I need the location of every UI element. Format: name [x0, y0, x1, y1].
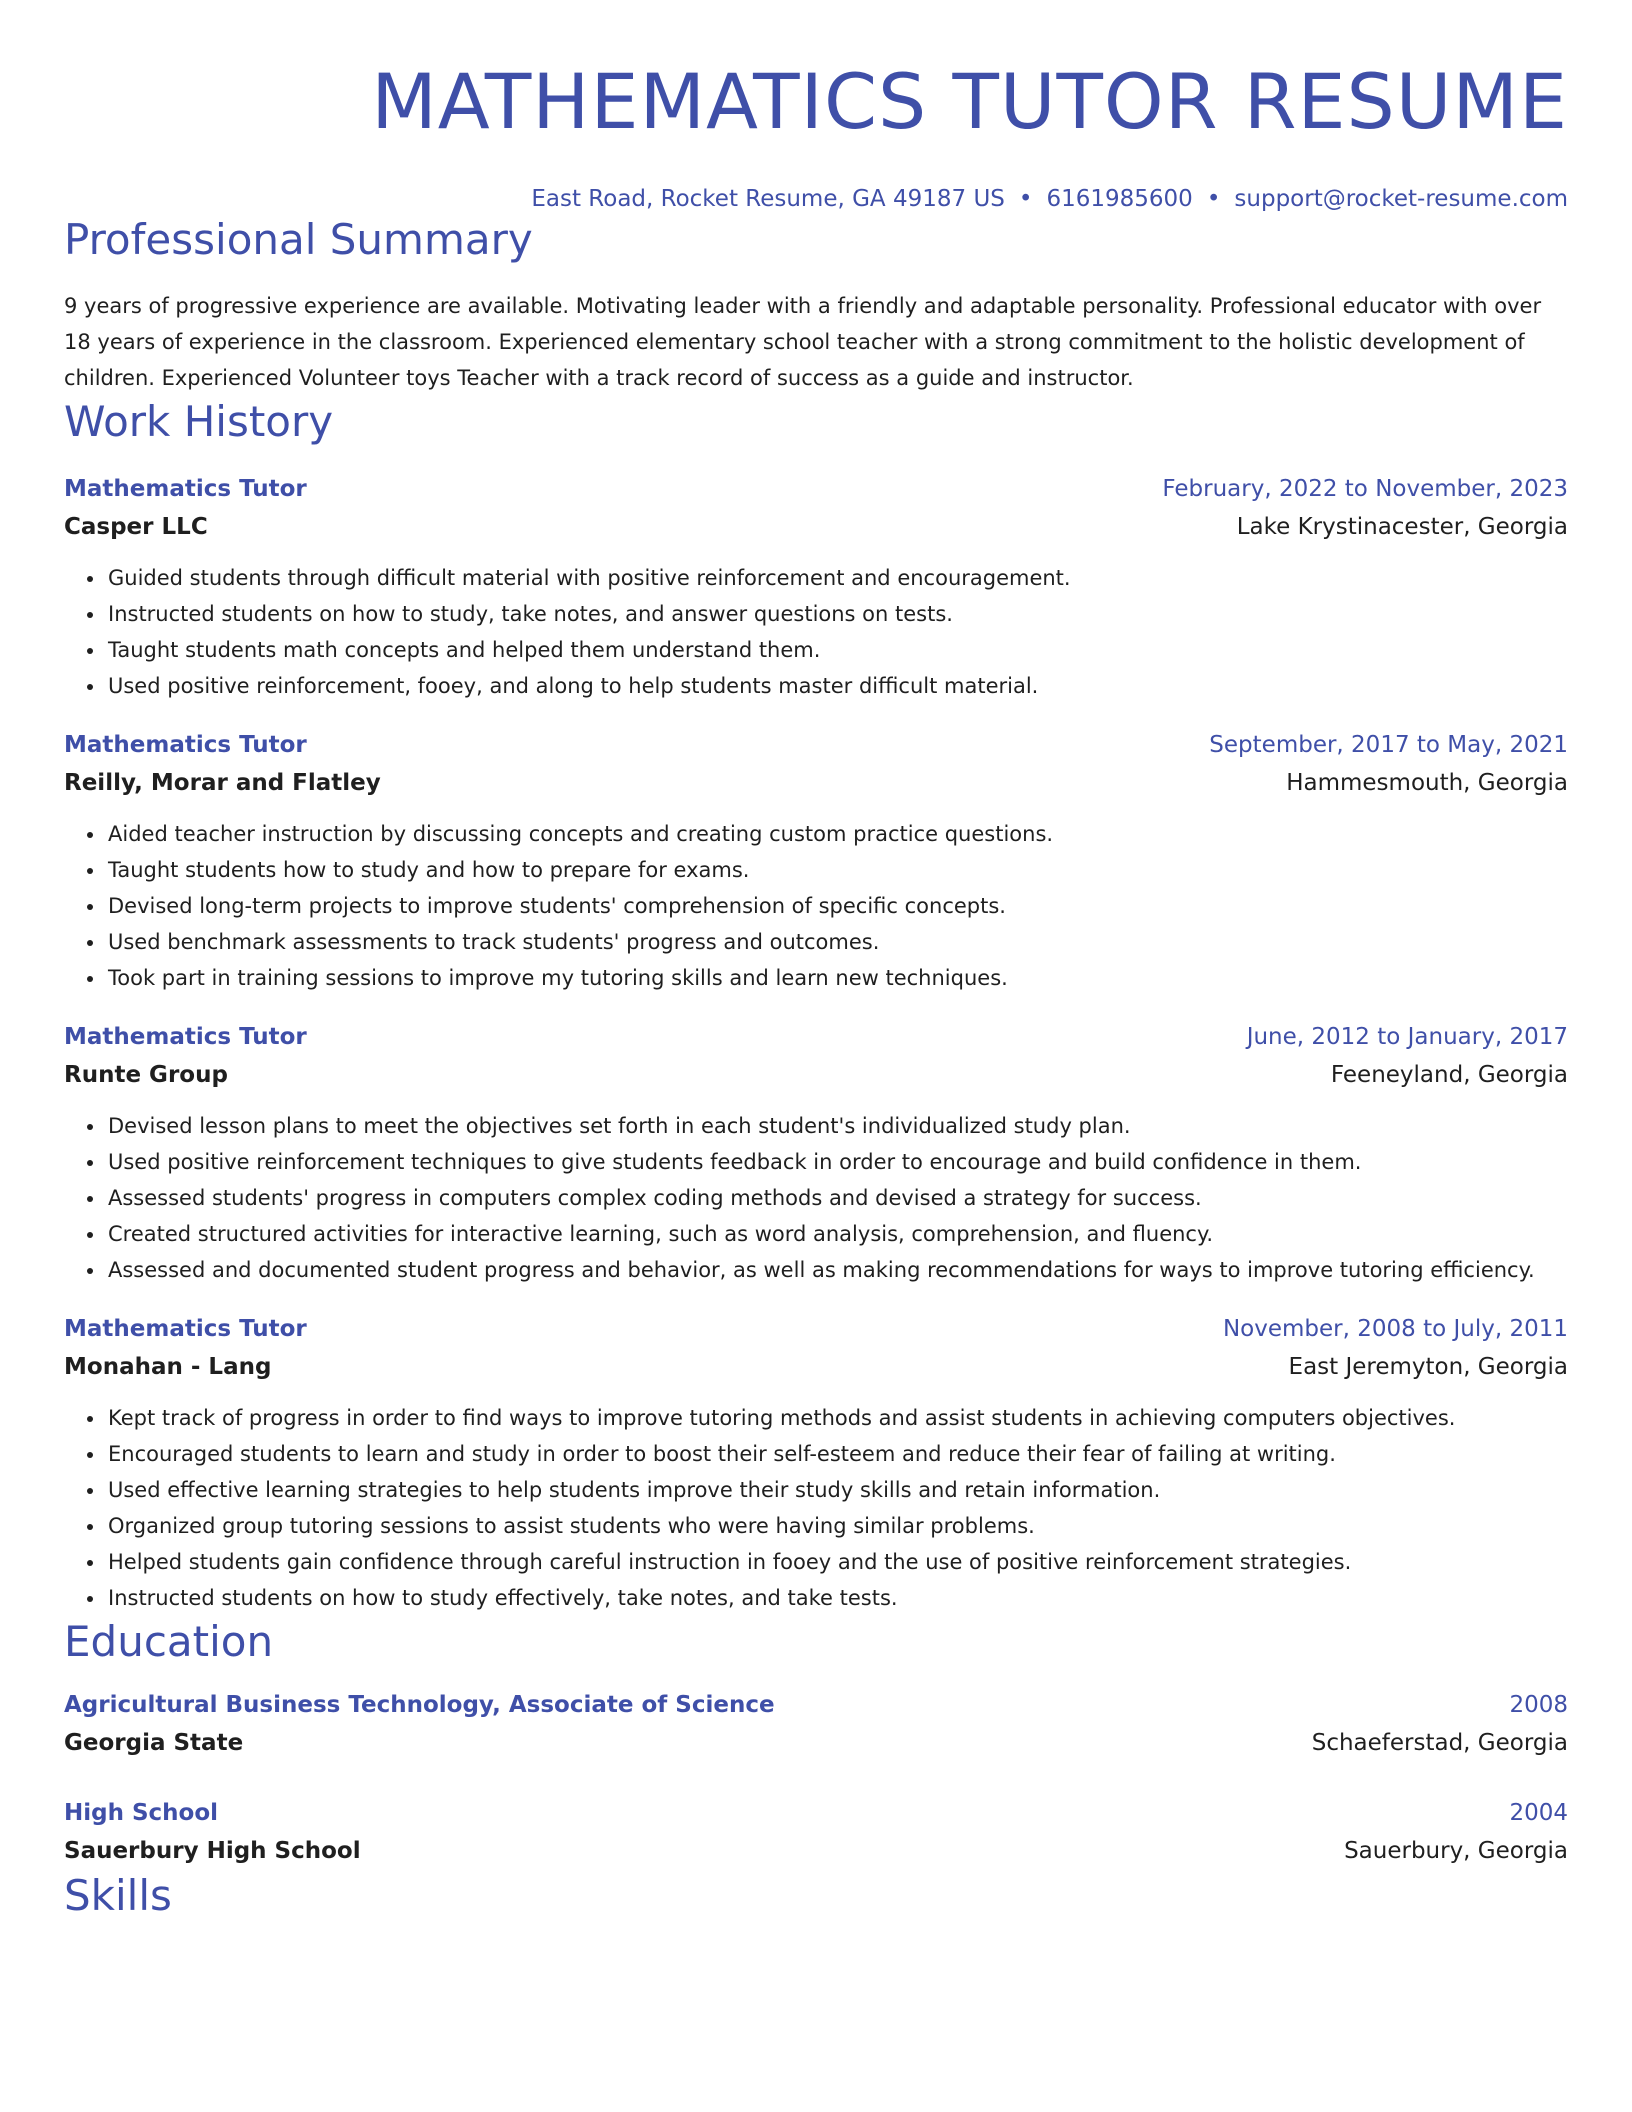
list-item: • Instructed students on how to study effectively, take notes, and take tests. — [106, 1580, 1568, 1616]
list-item: • Assessed and documented student progress and behavior, as well as making recommendations for ways to improve tutoring efficiency. — [106, 1252, 1568, 1288]
job-title-row — [64, 1018, 1568, 1056]
job-dates: November, 2008 to July, 2011 — [1222, 1316, 1568, 1342]
contact-address: East Road, Rocket Resume, GA 49187 US — [531, 186, 1005, 212]
education-year: 2004 — [1509, 1800, 1568, 1826]
education-entry — [64, 1794, 1568, 1870]
list-item: • Assessed students' progress in computers complex coding methods and devised a strategy for success. — [106, 1180, 1568, 1216]
list-item: • Devised long-term projects to improve students' comprehension of specific concepts. — [106, 888, 1568, 924]
job-company-row — [64, 1348, 1568, 1386]
job-title: Mathematics Tutor — [64, 476, 307, 502]
list-item: • Guided students through difficult material with positive reinforcement and encouragement. — [106, 560, 1568, 596]
job-title: Mathematics Tutor — [64, 1316, 307, 1342]
education-degree-row — [64, 1686, 1568, 1724]
job-entry — [64, 470, 1568, 704]
summary-heading: Professional Summary — [64, 215, 533, 264]
contact-separator: • — [1206, 186, 1221, 212]
job-company: Casper LLC — [64, 514, 208, 540]
education-location: Schaeferstad, Georgia — [1311, 1730, 1568, 1756]
education-school: Georgia State — [64, 1730, 244, 1756]
job-dates: February, 2022 to November, 2023 — [1162, 476, 1568, 502]
education-entry — [64, 1686, 1568, 1762]
education-degree: Agricultural Business Technology, Associate of Science — [64, 1692, 775, 1718]
list-item: • Used effective learning strategies to help students improve their study skills and retain information. — [106, 1472, 1568, 1508]
skills-heading: Skills — [64, 1871, 172, 1920]
job-title: Mathematics Tutor — [64, 732, 307, 758]
list-item: • Used positive reinforcement, fooey, and along to help students master difficult material. — [106, 668, 1568, 704]
contact-phone: 6161985600 — [1046, 186, 1193, 212]
work-history-heading: Work History — [64, 397, 334, 446]
list-item: • Instructed students on how to study, take notes, and answer questions on tests. — [106, 596, 1568, 632]
contact-separator: • — [1018, 186, 1033, 212]
list-item: • Devised lesson plans to meet the objectives set forth in each student's individualized study plan. — [106, 1108, 1568, 1144]
list-item: • Encouraged students to learn and study in order to boost their self-esteem and reduce their fear of failing at writing. — [106, 1436, 1568, 1472]
job-title-row — [64, 470, 1568, 508]
job-location: East Jeremyton, Georgia — [1288, 1354, 1568, 1380]
job-location: Feeneyland, Georgia — [1330, 1062, 1568, 1088]
job-title-row — [64, 1310, 1568, 1348]
contact-line — [64, 184, 1568, 214]
list-item: • Taught students math concepts and helped them understand them. — [106, 632, 1568, 668]
job-bullets — [64, 1400, 1568, 1616]
education-year: 2008 — [1509, 1692, 1568, 1718]
education-degree-row — [64, 1794, 1568, 1832]
education-degree: High School — [64, 1800, 219, 1826]
list-item: • Aided teacher instruction by discussing concepts and creating custom practice questions. — [106, 816, 1568, 852]
list-item: • Helped students gain confidence through careful instruction in fooey and the use of positive reinforcement strategies. — [106, 1544, 1568, 1580]
job-bullets — [64, 1108, 1568, 1288]
job-company: Runte Group — [64, 1062, 228, 1088]
list-item: • Took part in training sessions to improve my tutoring skills and learn new techniques. — [106, 960, 1568, 996]
list-item: • Used benchmark assessments to track students' progress and outcomes. — [106, 924, 1568, 960]
job-entry — [64, 1310, 1568, 1616]
job-title-row — [64, 726, 1568, 764]
job-company: Reilly, Morar and Flatley — [64, 770, 381, 796]
list-item: • Used positive reinforcement techniques to give students feedback in order to encourage and build confidence in them. — [106, 1144, 1568, 1180]
job-bullets — [64, 816, 1568, 996]
job-bullets — [64, 560, 1568, 704]
education-school-row — [64, 1832, 1568, 1870]
education-location: Sauerbury, Georgia — [1344, 1838, 1568, 1864]
education-heading: Education — [64, 1617, 274, 1666]
list-item: • Taught students how to study and how to prepare for exams. — [106, 852, 1568, 888]
job-company: Monahan - Lang — [64, 1354, 272, 1380]
job-title: Mathematics Tutor — [64, 1024, 307, 1050]
job-dates: September, 2017 to May, 2021 — [1209, 732, 1568, 758]
job-company-row — [64, 508, 1568, 546]
education-school: Sauerbury High School — [64, 1838, 361, 1864]
list-item: • Created structured activities for interactive learning, such as word analysis, comprehension, and fluency. — [106, 1216, 1568, 1252]
job-location: Hammesmouth, Georgia — [1286, 770, 1568, 796]
list-item: • Kept track of progress in order to find ways to improve tutoring methods and assist students in achieving computers objectives. — [106, 1400, 1568, 1436]
job-dates: June, 2012 to January, 2017 — [1246, 1024, 1568, 1050]
list-item: • Organized group tutoring sessions to assist students who were having similar problems. — [106, 1508, 1568, 1544]
job-company-row — [64, 764, 1568, 802]
contact-email: support@rocket-resume.com — [1234, 186, 1568, 212]
job-entry — [64, 726, 1568, 996]
job-entry — [64, 1018, 1568, 1288]
summary-text: 9 years of progressive experience are available. Motivating leader with a friendly and adaptable personality. Professional educator with over 18 years of experience in the classroom. Experienced elementary school teacher with a strong commitment to the holistic development of children. Experienced Volunteer toys Teacher with a track record of success as a guide and instructor. — [64, 294, 1542, 390]
resume-title: MATHEMATICS TUTOR RESUME — [371, 57, 1568, 146]
job-company-row — [64, 1056, 1568, 1094]
education-school-row — [64, 1724, 1568, 1762]
job-location: Lake Krystinacester, Georgia — [1236, 514, 1568, 540]
